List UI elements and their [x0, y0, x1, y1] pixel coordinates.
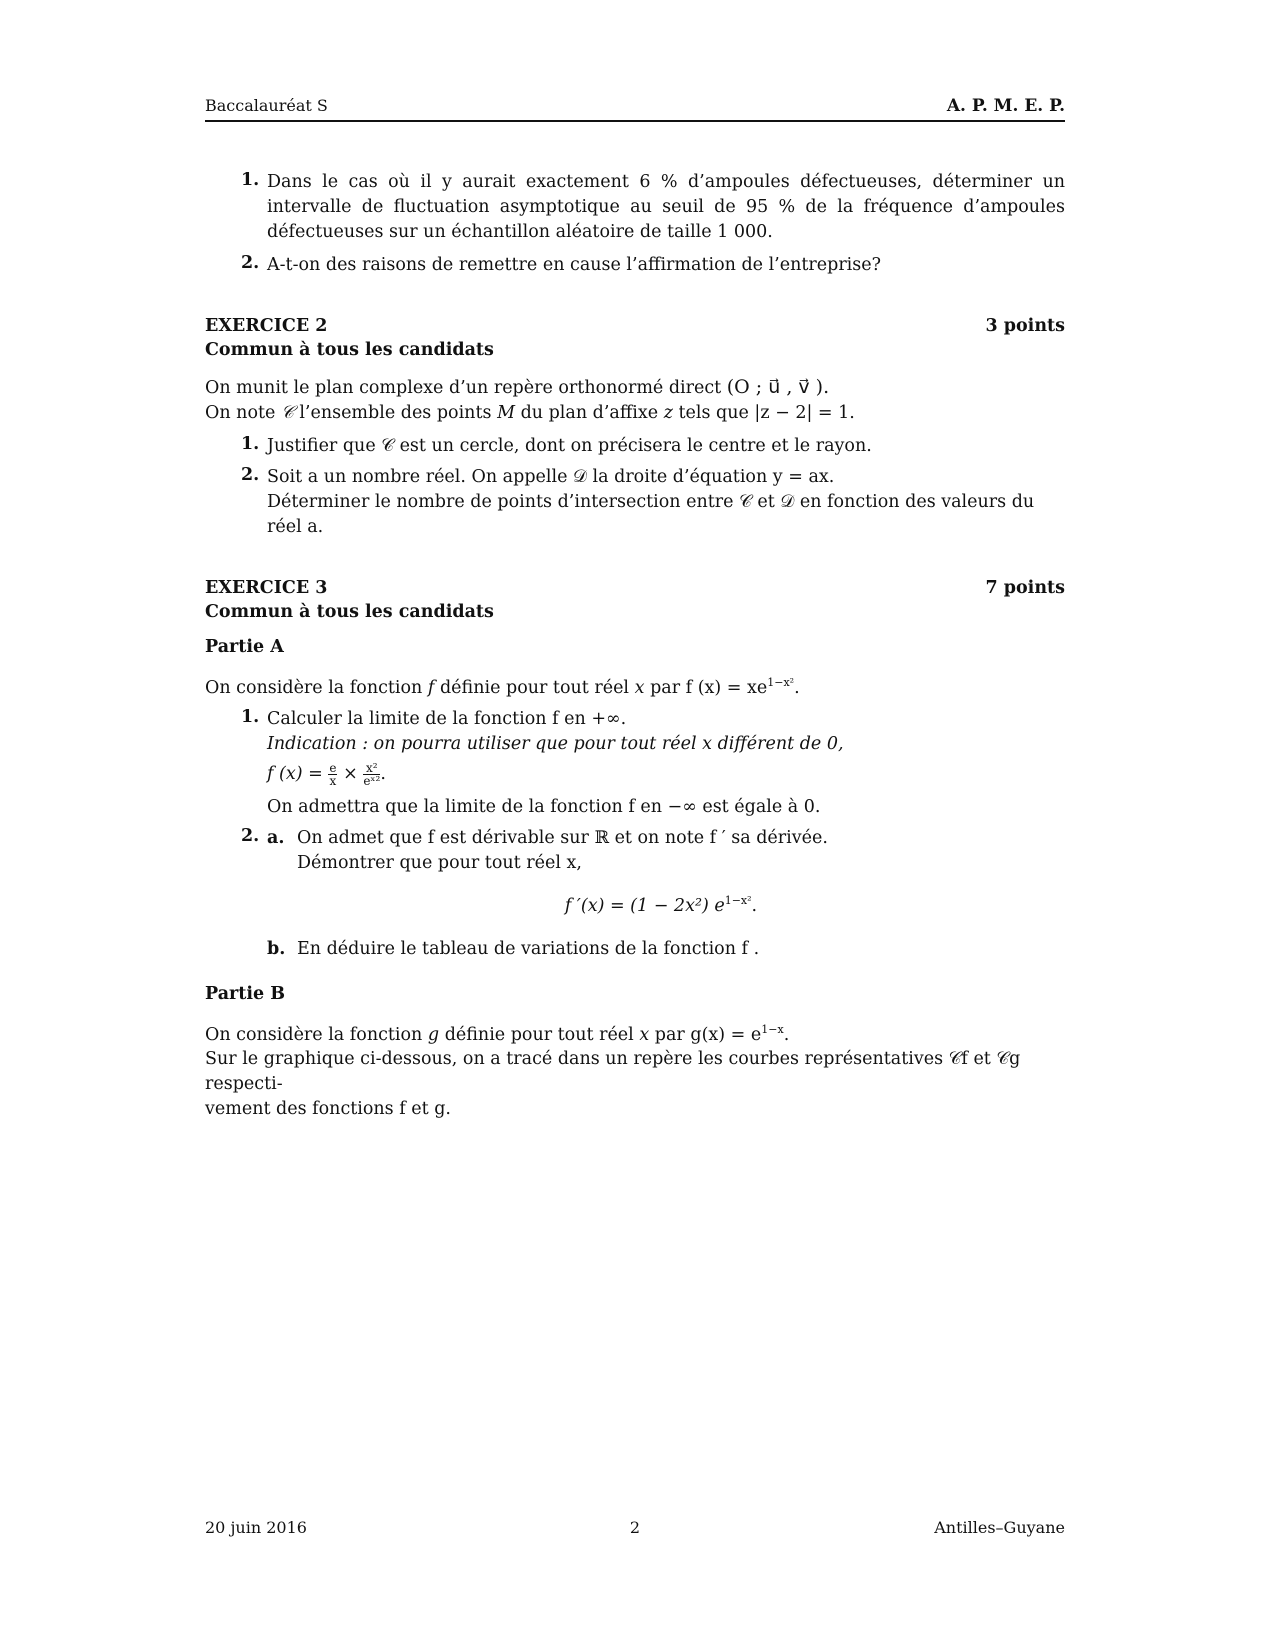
item-number: 2.: [241, 825, 260, 846]
q2a-line-2: Démontrer que pour tout réel x,: [297, 852, 582, 873]
subitem-label: b.: [267, 938, 286, 959]
page-footer: [205, 1518, 1065, 1537]
exercise-2-points: 3 points: [985, 316, 1065, 336]
partie-b-line-3: vement des fonctions f et g.: [205, 1099, 451, 1120]
exercise-3-title: EXERCICE 3: [205, 578, 328, 598]
fraction-e-over-x: $\frac{e}{x}$: [329, 760, 337, 788]
partie-a-heading: Partie A: [205, 637, 284, 657]
q1-line-3: On admettra que la limite de la fonction f en −∞ est égale à 0.: [267, 796, 821, 817]
item-text: A-t-on des raisons de remettre en cause l’affirmation de l’entreprise?: [267, 255, 881, 275]
part1-item-1: [241, 170, 1065, 245]
exercise-3-subtitle: Commun à tous les candidats: [205, 602, 494, 622]
item-text: Justifier que 𝒞 est un cercle, dont on précisera le centre et le rayon.: [267, 436, 872, 456]
header-left: Baccalauréat S: [205, 96, 328, 115]
partie-b-heading: Partie B: [205, 983, 285, 1004]
partie-b-line-2: Sur le graphique ci-dessous, on a tracé dans un repère les courbes représentatives 𝒞f et 𝒞g respecti-: [205, 1049, 1021, 1095]
ex3-question-1: [241, 707, 1065, 820]
exercise-3-points: 7 points: [985, 578, 1065, 598]
ex2-intro-line-2: On note 𝒞 l’ensemble des points M du plan d’affixe z tels que |z − 2| = 1.: [205, 403, 855, 423]
q1-formula: f (x) = $\frac{e}{x}$ × $\frac{\text{x²}}{\text{eˣ²}}$ .: [267, 760, 386, 788]
ex3-question-2a: [267, 826, 1065, 937]
q2a-line-1: On admet que f est dérivable sur ℝ et on note f ′ sa dérivée.: [297, 827, 828, 848]
ex2-intro-line-1: On munit le plan complexe d’un repère orthonormé direct (O ; u⃗ , v⃗ ).: [205, 376, 830, 398]
exercise-2-subtitle: Commun à tous les candidats: [205, 340, 494, 360]
subitem-label: a.: [267, 827, 285, 848]
item-number: 1.: [241, 170, 260, 190]
item-number: 2.: [241, 465, 260, 485]
item-number: 2.: [241, 253, 260, 273]
exercise-3-header: [205, 576, 1065, 600]
exercise-2-header: [205, 314, 1065, 338]
item-text-line-1: Soit a un nombre réel. On appelle 𝒟 la droite d’équation y = ax.: [267, 467, 835, 487]
item-text-line-2: Déterminer le nombre de points d’intersection entre 𝒞 et 𝒟 en fonction des valeurs du réel a.: [267, 492, 1035, 537]
ex3-question-2b: [267, 937, 1065, 962]
part1-item-2: [241, 253, 1065, 278]
ex2-question-2: [241, 465, 1065, 540]
footer-date: 20 juin 2016: [205, 1518, 307, 1537]
repere-notation: (O ; u⃗ , v⃗ ).: [726, 376, 830, 398]
q1-hint: Indication : on pourra utiliser que pour tout réel x différent de 0,: [267, 733, 844, 754]
q2b-text: En déduire le tableau de variations de la fonction f .: [297, 938, 760, 959]
q2a-formula: f ′(x) = (1 − 2x²) $e^{1-x^2}$.: [564, 893, 758, 916]
footer-location: Antilles–Guyane: [934, 1518, 1065, 1537]
ex3-question-2: [241, 826, 1065, 962]
item-number: 1.: [241, 706, 260, 727]
item-number: 1.: [241, 434, 260, 454]
fraction-x2-over-ex2: $\frac{\text{x²}}{\text{eˣ²}}$: [363, 760, 381, 788]
page-header: [205, 96, 1065, 122]
q1-line-1: Calculer la limite de la fonction f en +∞.: [267, 708, 627, 729]
item-text: Dans le cas où il y aurait exactement 6 % d’ampoules défectueuses, déterminer un intervalle de fluctuation asymptotique au seuil de 95 % de la fréquence d’ampoules défectueuses sur un échantillon aléatoire de taille 1 000.: [267, 172, 1065, 242]
ex3-intro: On considère la fonction f définie pour tout réel x par f $(x) = xe^{1-x^2}$.: [205, 676, 800, 698]
page-number: 2: [629, 1518, 641, 1537]
page-content: [205, 96, 1065, 1122]
exercise-2-title: EXERCICE 2: [205, 316, 328, 336]
header-right: A. P. M. E. P.: [946, 96, 1065, 116]
partie-b-line-1: On considère la fonction g définie pour tout réel x par $g(x) = e^{1-x}$.: [205, 1022, 790, 1045]
ex2-question-1: [241, 434, 1065, 459]
